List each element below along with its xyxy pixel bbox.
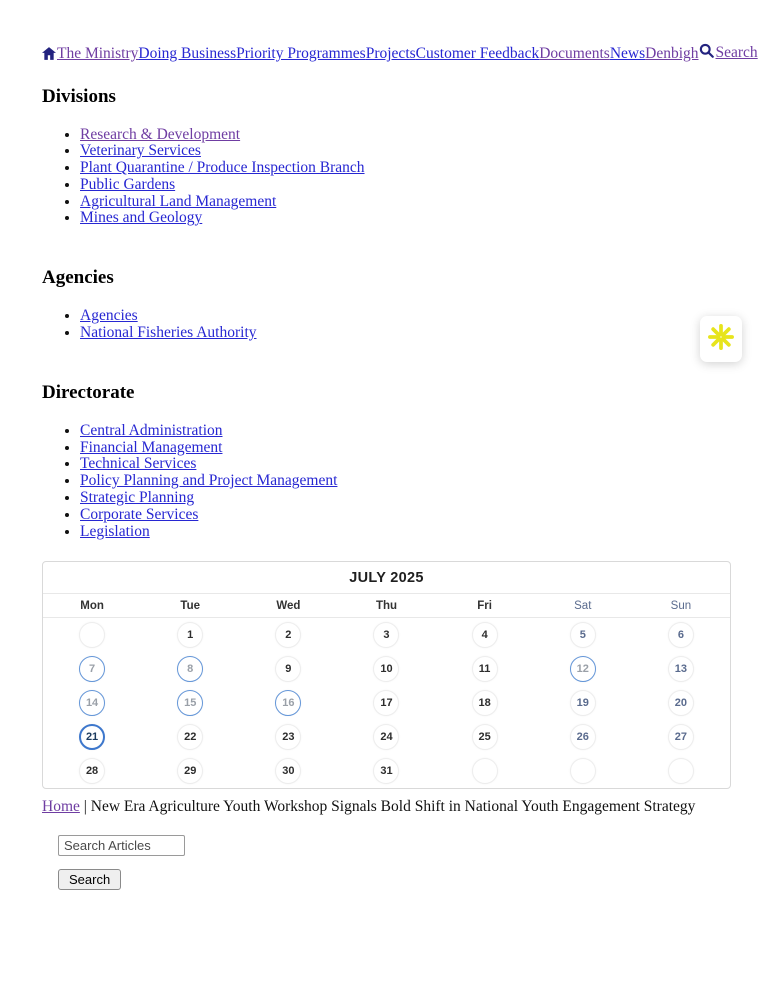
calendar-cell bbox=[632, 720, 730, 754]
breadcrumb-current-page: New Era Agriculture Youth Workshop Signals Bold Shift in National Youth Engagement Strategy bbox=[90, 798, 696, 816]
calendar-day-5[interactable]: 5 bbox=[570, 622, 596, 648]
calendar-day-14[interactable]: 14 bbox=[79, 690, 105, 716]
nav-link-doing-business[interactable]: Doing Business bbox=[138, 45, 237, 62]
calendar bbox=[42, 561, 731, 789]
link-central-administration[interactable]: Central Administration bbox=[80, 421, 223, 439]
nav-link-news[interactable]: News bbox=[609, 45, 646, 62]
list-item bbox=[80, 490, 731, 507]
calendar-day-12[interactable]: 12 bbox=[570, 656, 596, 682]
section-list-directorate bbox=[42, 423, 731, 541]
link-research-development[interactable]: Research & Development bbox=[80, 125, 241, 143]
calendar-cell bbox=[337, 618, 435, 652]
list-item bbox=[80, 440, 731, 457]
article-search-form bbox=[58, 835, 731, 890]
calendar-empty-cell bbox=[668, 758, 694, 784]
list-item bbox=[80, 423, 731, 440]
calendar-day-7[interactable]: 7 bbox=[79, 656, 105, 682]
nav-link-denbigh[interactable]: Denbigh bbox=[645, 45, 699, 62]
section-heading-divisions: Divisions bbox=[42, 85, 116, 107]
calendar-cell bbox=[436, 618, 534, 652]
link-plant-quarantine-produce-inspection-branch[interactable]: Plant Quarantine / Produce Inspection Branch bbox=[80, 159, 365, 177]
calendar-dow-sun: Sun bbox=[670, 599, 692, 612]
nav-link-priority-programmes[interactable]: Priority Programmes bbox=[236, 45, 366, 62]
top-nav bbox=[42, 43, 758, 64]
list-item bbox=[80, 143, 731, 160]
calendar-day-31[interactable]: 31 bbox=[373, 758, 399, 784]
calendar-day-4[interactable]: 4 bbox=[472, 622, 498, 648]
calendar-cell bbox=[43, 720, 141, 754]
calendar-cell bbox=[632, 618, 730, 652]
calendar-cell bbox=[534, 754, 632, 788]
link-mines-and-geology[interactable]: Mines and Geology bbox=[80, 209, 203, 227]
calendar-dow-thu: Thu bbox=[375, 599, 398, 612]
section-heading-directorate: Directorate bbox=[42, 381, 135, 403]
list-item bbox=[80, 507, 731, 524]
calendar-cell bbox=[436, 754, 534, 788]
calendar-cell bbox=[43, 686, 141, 720]
list-item bbox=[80, 210, 731, 227]
breadcrumb-separator: | bbox=[79, 798, 91, 816]
list-item bbox=[80, 177, 731, 194]
calendar-cell bbox=[436, 686, 534, 720]
list-item bbox=[80, 473, 731, 490]
calendar-dow-fri: Fri bbox=[477, 599, 492, 612]
calendar-cell bbox=[239, 652, 337, 686]
calendar-day-19[interactable]: 19 bbox=[570, 690, 596, 716]
calendar-cell bbox=[141, 686, 239, 720]
calendar-week-row bbox=[43, 618, 730, 652]
calendar-cell bbox=[239, 754, 337, 788]
asterisk-icon bbox=[707, 323, 735, 356]
link-corporate-services[interactable]: Corporate Services bbox=[80, 505, 199, 523]
calendar-day-24[interactable]: 24 bbox=[373, 724, 399, 750]
calendar-day-27[interactable]: 27 bbox=[668, 724, 694, 750]
article-search-input[interactable] bbox=[58, 835, 185, 856]
calendar-day-2[interactable]: 2 bbox=[275, 622, 301, 648]
calendar-grid bbox=[43, 618, 730, 788]
calendar-empty-cell bbox=[79, 622, 105, 648]
calendar-day-30[interactable]: 30 bbox=[275, 758, 301, 784]
section-heading-agencies: Agencies bbox=[42, 267, 114, 289]
link-public-gardens[interactable]: Public Gardens bbox=[80, 175, 176, 193]
calendar-cell bbox=[141, 720, 239, 754]
calendar-dow-wed: Wed bbox=[276, 599, 301, 612]
sections bbox=[42, 86, 731, 541]
calendar-cell bbox=[337, 652, 435, 686]
calendar-dow-sat: Sat bbox=[574, 599, 592, 612]
nav-link-customer-feedback[interactable]: Customer Feedback bbox=[415, 45, 540, 62]
breadcrumb bbox=[42, 798, 731, 816]
link-strategic-planning[interactable]: Strategic Planning bbox=[80, 489, 195, 507]
calendar-day-8[interactable]: 8 bbox=[177, 656, 203, 682]
link-veterinary-services[interactable]: Veterinary Services bbox=[80, 142, 201, 160]
calendar-cell bbox=[43, 754, 141, 788]
calendar-day-18[interactable]: 18 bbox=[472, 690, 498, 716]
link-technical-services[interactable]: Technical Services bbox=[80, 455, 197, 473]
breadcrumb-home-link[interactable]: Home bbox=[42, 798, 80, 816]
calendar-day-headers bbox=[43, 594, 730, 618]
calendar-cell bbox=[632, 686, 730, 720]
nav-links bbox=[57, 45, 699, 62]
calendar-week-row bbox=[43, 754, 730, 788]
calendar-day-15[interactable]: 15 bbox=[177, 690, 203, 716]
calendar-dow-mon: Mon bbox=[80, 599, 104, 612]
home-icon[interactable] bbox=[42, 47, 56, 64]
calendar-day-29[interactable]: 29 bbox=[177, 758, 203, 784]
calendar-day-26[interactable]: 26 bbox=[570, 724, 596, 750]
calendar-day-22[interactable]: 22 bbox=[177, 724, 203, 750]
calendar-cell bbox=[43, 652, 141, 686]
link-agencies[interactable]: Agencies bbox=[80, 307, 138, 325]
calendar-cell bbox=[534, 618, 632, 652]
calendar-week-row bbox=[43, 686, 730, 720]
link-legislation[interactable]: Legislation bbox=[80, 522, 150, 540]
list-item bbox=[80, 524, 731, 541]
list-item bbox=[80, 308, 731, 325]
calendar-cell bbox=[337, 754, 435, 788]
article-search-button[interactable]: Search bbox=[58, 869, 121, 890]
calendar-cell bbox=[534, 652, 632, 686]
calendar-cell bbox=[141, 652, 239, 686]
calendar-day-17[interactable]: 17 bbox=[373, 690, 399, 716]
calendar-dow-tue: Tue bbox=[180, 599, 200, 612]
list-item bbox=[80, 194, 731, 211]
calendar-day-20[interactable]: 20 bbox=[668, 690, 694, 716]
calendar-day-25[interactable]: 25 bbox=[472, 724, 498, 750]
calendar-day-10[interactable]: 10 bbox=[373, 656, 399, 682]
calendar-cell bbox=[436, 652, 534, 686]
list-item bbox=[80, 456, 731, 473]
calendar-empty-cell bbox=[472, 758, 498, 784]
calendar-week-row bbox=[43, 652, 730, 686]
calendar-day-11[interactable]: 11 bbox=[472, 656, 498, 682]
calendar-cell bbox=[337, 720, 435, 754]
calendar-day-16[interactable]: 16 bbox=[275, 690, 301, 716]
section-list-agencies bbox=[42, 308, 731, 342]
calendar-day-13[interactable]: 13 bbox=[668, 656, 694, 682]
nav-search-link[interactable] bbox=[699, 43, 758, 62]
list-item bbox=[80, 127, 731, 144]
calendar-cell bbox=[43, 618, 141, 652]
list-item bbox=[80, 325, 731, 342]
link-agricultural-land-management[interactable]: Agricultural Land Management bbox=[80, 192, 277, 210]
nav-search-label: Search bbox=[715, 43, 758, 61]
calendar-day-6[interactable]: 6 bbox=[668, 622, 694, 648]
accessibility-fab[interactable] bbox=[700, 316, 742, 362]
link-national-fisheries-authority[interactable]: National Fisheries Authority bbox=[80, 324, 257, 342]
link-financial-management[interactable]: Financial Management bbox=[80, 438, 223, 456]
calendar-day-28[interactable]: 28 bbox=[79, 758, 105, 784]
calendar-cell bbox=[141, 754, 239, 788]
calendar-day-9[interactable]: 9 bbox=[275, 656, 301, 682]
calendar-title: JULY 2025 bbox=[43, 562, 730, 594]
nav-link-the-ministry[interactable]: The Ministry bbox=[57, 45, 139, 62]
link-policy-planning-and-project-management[interactable]: Policy Planning and Project Management bbox=[80, 472, 338, 490]
calendar-cell bbox=[141, 618, 239, 652]
calendar-day-23[interactable]: 23 bbox=[275, 724, 301, 750]
calendar-cell bbox=[239, 720, 337, 754]
calendar-cell bbox=[436, 720, 534, 754]
calendar-day-3[interactable]: 3 bbox=[373, 622, 399, 648]
calendar-cell bbox=[239, 618, 337, 652]
list-item bbox=[80, 160, 731, 177]
calendar-cell bbox=[632, 652, 730, 686]
nav-link-documents[interactable]: Documents bbox=[539, 45, 610, 62]
calendar-cell bbox=[337, 686, 435, 720]
calendar-day-1[interactable]: 1 bbox=[177, 622, 203, 648]
calendar-week-row bbox=[43, 720, 730, 754]
calendar-cell bbox=[239, 686, 337, 720]
calendar-cell bbox=[534, 720, 632, 754]
nav-link-projects[interactable]: Projects bbox=[365, 45, 416, 62]
section-list-divisions bbox=[42, 127, 731, 228]
calendar-day-21[interactable]: 21 bbox=[79, 724, 105, 750]
calendar-cell bbox=[632, 754, 730, 788]
calendar-cell bbox=[534, 686, 632, 720]
search-icon bbox=[699, 43, 714, 62]
calendar-empty-cell bbox=[570, 758, 596, 784]
